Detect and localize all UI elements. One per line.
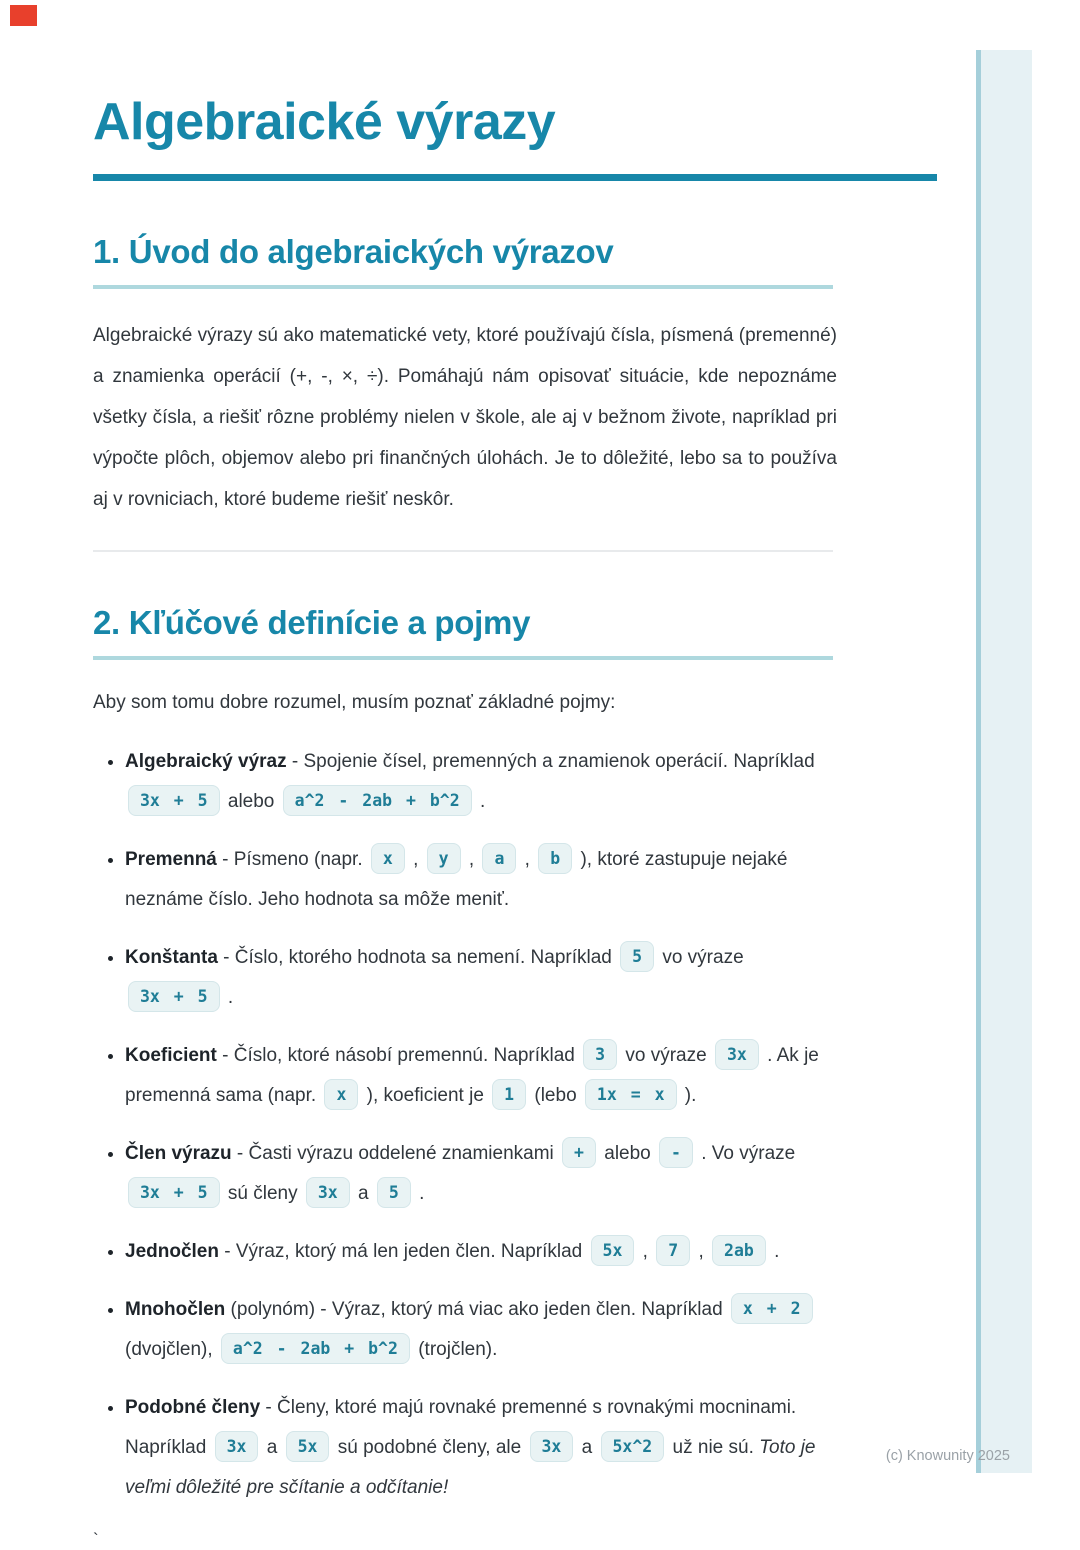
code-chip: 3x + 5 (128, 785, 220, 816)
code-chip: 3x (530, 1431, 574, 1462)
code-chip: 5 (620, 941, 654, 972)
definition-item: • Koeficient - Číslo, ktoré násobí premennú. Napríklad 3 vo výraze 3x . Ak je premenná sama (napr. x ), koeficient je 1 (lebo 1x = x ). (125, 1036, 837, 1116)
code-chip: 5x^2 (601, 1431, 665, 1462)
definitions-list (93, 742, 837, 1508)
definition-item: • Konštanta - Číslo, ktorého hodnota sa nemení. Napríklad 5 vo výraze 3x + 5 . (125, 938, 837, 1018)
code-chip: + (562, 1137, 596, 1168)
code-chip: y (427, 843, 461, 874)
stray-backtick: ` (93, 1530, 99, 1549)
section-2-heading-rule (93, 656, 833, 660)
title-rule (93, 174, 937, 181)
definition-term: Algebraický výraz (125, 751, 287, 772)
definition-term: Podobné členy (125, 1397, 261, 1418)
definition-item: • Mnohočlen (polynóm) - Výraz, ktorý má viac ako jeden člen. Napríklad x + 2 (dvojčlen), a^2 - 2ab + b^2 (trojčlen). (125, 1290, 837, 1370)
section-2-heading: 2. Kľúčové definície a pojmy (93, 604, 531, 641)
definition-item: • Algebraický výraz - Spojenie čísel, premenných a znamienok operácií. Napríklad 3x + 5 alebo a^2 - 2ab + b^2 . (125, 742, 837, 822)
code-chip: b (538, 843, 572, 874)
page-title: Algebraické výrazy (93, 93, 556, 151)
definition-term: Člen výrazu (125, 1143, 232, 1164)
section-1-heading-rule (93, 285, 833, 289)
code-chip: 3 (583, 1039, 617, 1070)
code-chip: 3x + 5 (128, 981, 220, 1012)
code-chip: 5 (377, 1177, 411, 1208)
definition-term: Koeficient (125, 1045, 217, 1066)
red-marker (10, 5, 37, 26)
code-chip: 5x (286, 1431, 330, 1462)
definition-term: Jednočlen (125, 1241, 219, 1262)
code-chip: 3x (306, 1177, 350, 1208)
code-chip: 2ab (712, 1235, 766, 1266)
code-chip: a^2 - 2ab + b^2 (221, 1333, 410, 1364)
definitions-intro: Aby som tomu dobre rozumel, musím poznať základné pojmy: (93, 692, 616, 713)
code-chip: a (482, 843, 516, 874)
document-page (93, 0, 837, 1550)
code-chip: a^2 - 2ab + b^2 (283, 785, 472, 816)
code-chip: 1x = x (585, 1079, 677, 1110)
right-page-edge-strip (976, 50, 1032, 1473)
code-chip: 3x (215, 1431, 259, 1462)
code-chip: 7 (656, 1235, 690, 1266)
definition-term: Premenná (125, 849, 217, 870)
code-chip: 5x (591, 1235, 635, 1266)
section-1-paragraph: Algebraické výrazy sú ako matematické vety, ktoré používajú čísla, písmená (premenné) a znamienka operácií (+, -, ×, ÷). Pomáhajú nám opisovať situácie, kde nepoznáme všetky čísla, a riešiť rôzne problémy nielen v škole, ale aj v bežnom živote, napríklad pri výpočte plôch, objemov alebo pri finančných úlohách. Je to dôležité, lebo sa to používa aj v rovniciach, ktoré budeme riešiť neskôr. (93, 325, 837, 510)
footer-credit: (c) Knowunity 2025 (885, 1448, 1010, 1464)
code-chip: 3x (715, 1039, 759, 1070)
definition-item: • Podobné členy - Členy, ktoré majú rovnaké premenné s rovnakými mocninami. Napríklad 3x a 5x sú podobné členy, ale 3x a 5x^2 už nie sú. Toto je veľmi dôležité pre sčítanie a odčítanie! (125, 1388, 837, 1508)
code-chip: x (324, 1079, 358, 1110)
code-chip: - (659, 1137, 693, 1168)
section-1-heading: 1. Úvod do algebraických výrazov (93, 233, 614, 270)
definition-item: • Jednočlen - Výraz, ktorý má len jeden člen. Napríklad 5x , 7 , 2ab . (125, 1232, 837, 1272)
definition-term: Konštanta (125, 947, 218, 968)
code-chip: x (371, 843, 405, 874)
code-chip: 1 (492, 1079, 526, 1110)
emphasis-text: Toto je veľmi dôležité pre sčítanie a odčítanie! (125, 1437, 816, 1498)
section-divider (93, 550, 833, 552)
definition-item: • Člen výrazu - Časti výrazu oddelené znamienkami + alebo - . Vo výraze 3x + 5 sú členy 3x a 5 . (125, 1134, 837, 1214)
definition-item: • Premenná - Písmeno (napr. x , y , a , b ), ktoré zastupuje nejaké neznáme číslo. Jeho hodnota sa môže meniť. (125, 840, 837, 920)
definition-term: Mnohočlen (125, 1299, 226, 1320)
code-chip: 3x + 5 (128, 1177, 220, 1208)
code-chip: x + 2 (731, 1293, 813, 1324)
